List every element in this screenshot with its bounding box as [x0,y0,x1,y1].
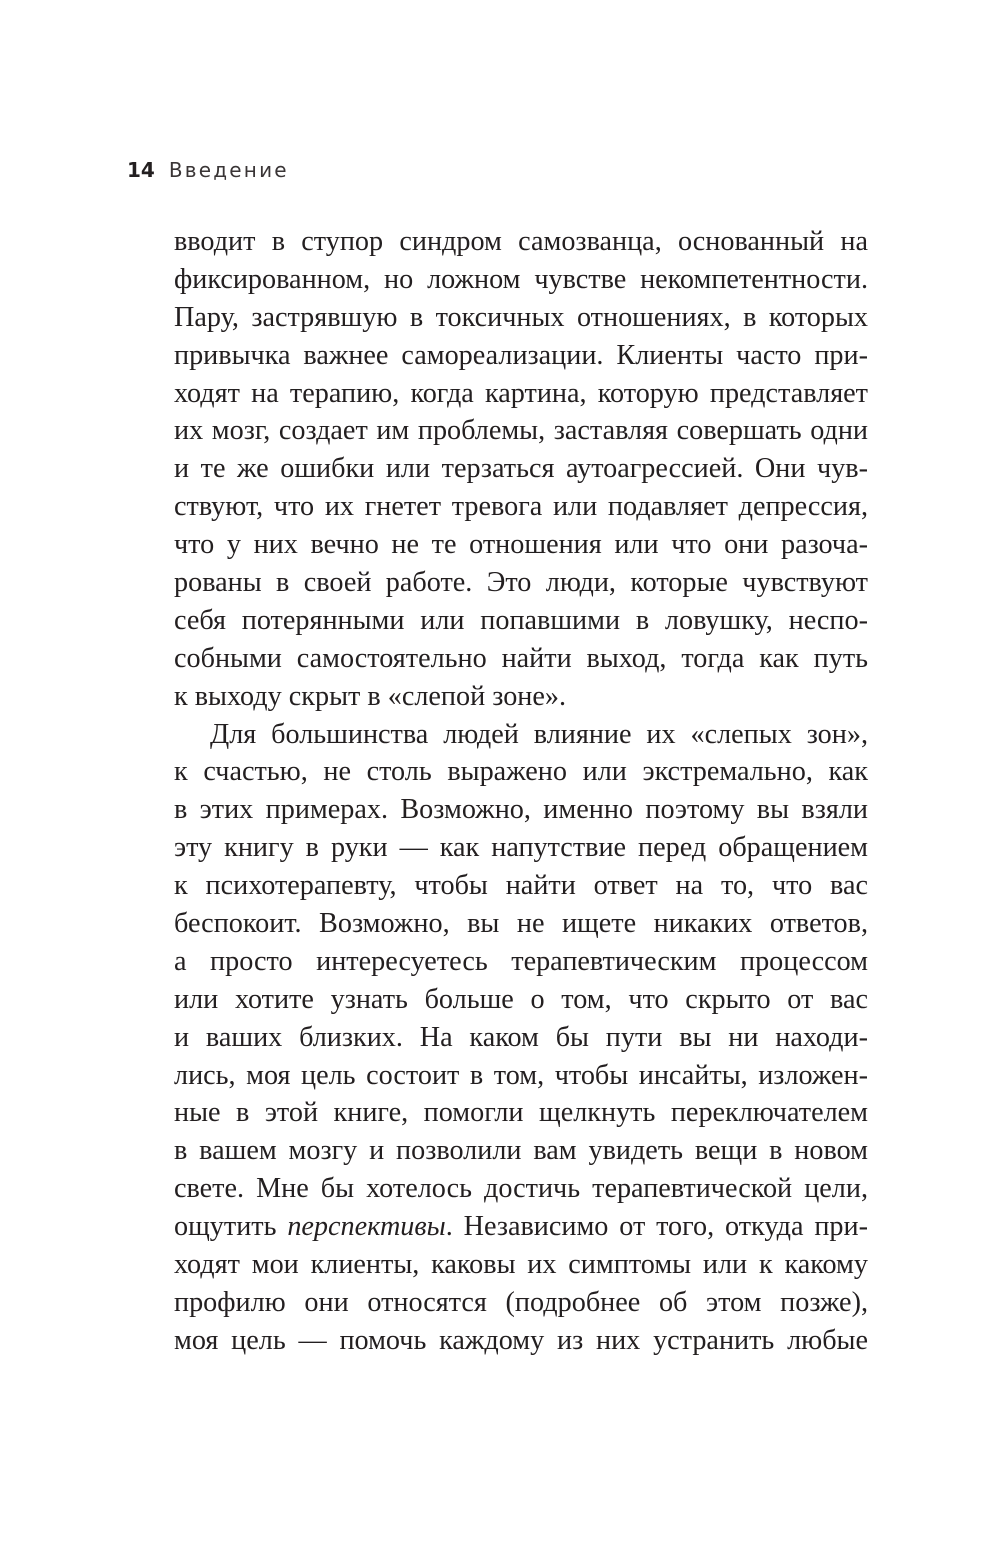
text-line: Пару, застрявшую в токсичных отношениях, в которых [174,301,868,333]
text-line: рованы в своей работе. Это люди, которые чувствуют [174,567,868,599]
text-line: вводит в ступор синдром самозванца, основанный на [174,226,868,257]
text-line: эту книгу в руки — как напутствие перед обращением [174,832,868,864]
text-line: к счастью, не столь выражено или экстремально, как [174,756,868,788]
text-line: и те же ошибки или терзаться аутоагрессией. Они чув- [174,453,868,485]
italic-term: перспективы [287,1211,446,1243]
text-line: себя потерянными или попавшими в ловушку, неспо- [174,604,868,636]
text-line: моя цель — помочь каждому из них устранить любые [174,1324,868,1356]
text-line: а просто интересуетесь терапевтическим процессом [174,945,868,977]
text-line: ходят на терапию, когда картина, которую представляет [174,377,868,409]
paragraph-first-line: Для большинства людей влияние их «слепых зон», [210,718,868,750]
text-line: ходят мои клиенты, каковы их симптомы или к какому [174,1249,868,1281]
body-text [174,223,868,1360]
text-line: к психотерапевту, чтобы найти ответ на то, что вас [174,870,868,902]
text-line: лись, моя цель состоит в том, чтобы инсайты, изложен- [174,1059,868,1091]
text-line: их мозг, создает им проблемы, заставляя совершать одни [174,415,868,447]
text-line: и ваших близких. На каком бы пути вы ни находи- [174,1021,868,1053]
text-line: беспокоит. Возможно, вы не ищете никаких ответов, [174,908,868,940]
text-line: ные в этой книге, помогли щелкнуть переключателем [174,1097,868,1129]
text-line: свете. Мне бы хотелось достичь терапевтической цели, [174,1173,868,1205]
text-line: собными самостоятельно найти выход, тогда как путь [174,642,868,674]
text-line: фиксированном, но ложном чувстве некомпетентности. [174,263,868,295]
emphasis-before: ощутить [174,1211,288,1243]
text-line: в этих примерах. Возможно, именно поэтому вы взяли [174,794,868,826]
section-title: Введение [168,158,289,182]
page-number: 14 [127,158,155,182]
emphasis-after: . Независимо от того, откуда при- [445,1211,868,1243]
running-head [127,156,289,184]
text-line: привычка важнее самореализации. Клиенты часто при- [174,339,868,371]
text-line: ствуют, что их гнетет тревога или подавляет депрессия, [174,491,868,523]
text-line: что у них вечно не те отношения или что они разоча- [174,529,868,561]
text-line: в вашем мозгу и позволили вам увидеть вещи в новом [174,1135,868,1167]
text-line: к выходу скрыт в «слепой зоне». [174,680,567,712]
emphasis-line [174,1208,868,1246]
text-line: или хотите узнать больше о том, что скрыто от вас [174,983,868,1015]
text-line: профилю они относятся (подробнее об этом позже), [174,1286,868,1318]
